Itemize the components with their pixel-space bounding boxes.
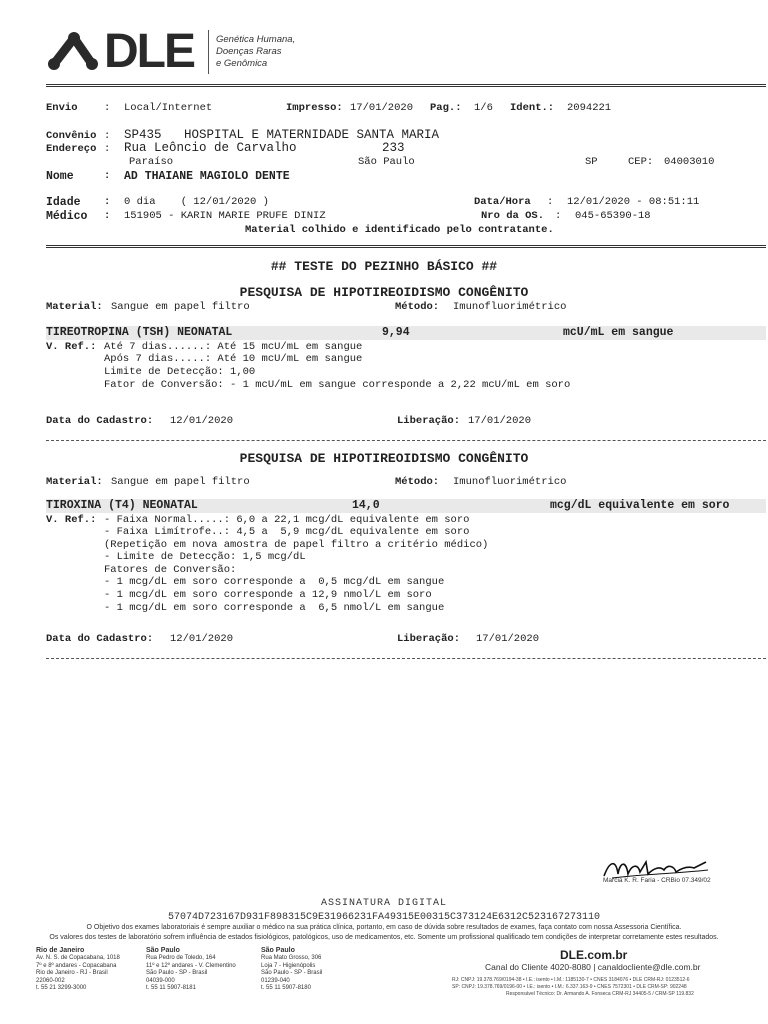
disclaimer-line: O Objetivo dos exames laboratoriais é sempre auxiliar o médico na sua prática clínica, portanto, em caso de dúvida sobre resultados de exames, faça contato com nossa Assessoria Científica. <box>86 924 682 931</box>
colon: : <box>104 130 111 142</box>
ident-value: 2094221 <box>567 102 612 114</box>
pag-label: Pag.: <box>430 102 462 114</box>
ident-label: Ident.: <box>510 102 555 114</box>
ref-line: Até 7 dias......: Até 15 mcU/mL em sangue <box>104 341 363 353</box>
site-name: DLE.com.br <box>560 948 628 962</box>
registration-line: SP: CNPJ: 19.378.769/0196-00 • I.E.: isento • I.M.: 6.337.163-9 • CNES 7572301 • DLE CRM-SP: 902248 <box>452 984 687 990</box>
metodo-value: Imunofluorimétrico <box>453 476 567 488</box>
unit-line: Rua Mato Grosso, 306 <box>261 955 322 961</box>
result-value: 9,94 <box>382 326 410 339</box>
colon: : <box>547 196 554 208</box>
signer-name: Marcia K. R. Faria - CRBio 07.349/02 <box>603 877 711 884</box>
result-unit: mcg/dL equivalente em soro <box>550 499 730 512</box>
cidade: São Paulo <box>358 156 415 168</box>
technical-responsible: Responsável Técnico: Dr. Armando A. Fonseca CRM-RJ 34405-5 / CRM-SP 119.832 <box>506 991 694 997</box>
metodo-label: Método: <box>395 301 440 313</box>
unit-line: 01239-040 <box>261 977 290 984</box>
unit-line: t. 55 11 5907-8181 <box>146 985 196 991</box>
envio-label: Envio <box>46 102 78 114</box>
vref-label: V. Ref.: <box>46 514 97 526</box>
ref-line: Fator de Conversão: - 1 mcU/mL em sangue corresponde a 2,22 mcU/mL em soro <box>104 379 571 391</box>
unit-city: São Paulo <box>261 947 295 954</box>
material-value: Sangue em papel filtro <box>111 301 250 313</box>
unit-city: São Paulo <box>146 947 180 954</box>
datahora-label: Data/Hora <box>474 196 531 208</box>
ref-line: - 1 mcg/dL em soro corresponde a 0,5 mcg/dL em sangue <box>104 576 445 588</box>
cep-label: CEP: <box>628 156 654 168</box>
impresso-label: Impresso: <box>286 102 343 114</box>
material-note: Material colhido e identificado pelo contratante. <box>245 224 554 236</box>
unit-city: Rio de Janeiro <box>36 947 85 954</box>
liberacao-value: 17/01/2020 <box>476 633 540 645</box>
ref-line: Limite de Detecção: 1,00 <box>104 366 256 378</box>
analyte-name: TIROXINA (T4) NEONATAL <box>46 499 198 512</box>
endereco-label: Endereço <box>46 143 97 155</box>
bairro: Paraíso <box>129 156 174 168</box>
patient-name: AD THAIANE MAGIOLO DENTE <box>124 170 290 183</box>
tagline-line: e Genômica <box>216 58 268 69</box>
result-value: 14,0 <box>352 499 380 512</box>
ref-line: - Faixa Normal.....: 6,0 a 22,1 mcg/dL equivalente em soro <box>104 514 470 526</box>
section-divider <box>46 658 766 659</box>
unit-line: São Paulo - SP - Brasil <box>261 970 323 976</box>
header-divider <box>46 84 766 87</box>
colon: : <box>104 170 111 182</box>
section-title: PESQUISA DE HIPOTIREOIDISMO CONGÊNITO <box>239 451 529 466</box>
endereco-value: Rua Leôncio de Carvalho <box>124 141 297 155</box>
material-label: Material: <box>46 301 103 313</box>
brand-name: DLE <box>104 25 194 78</box>
unit-address <box>146 946 256 993</box>
ref-line: - 1 mcg/dL em soro corresponde a 12,9 nmol/L em soro <box>104 589 432 601</box>
material-label: Material: <box>46 476 103 488</box>
pag-value: 1/6 <box>474 102 493 114</box>
logo-divider <box>208 30 209 74</box>
impresso-value: 17/01/2020 <box>350 102 414 114</box>
section-divider <box>46 440 766 441</box>
colon: : <box>104 210 111 222</box>
material-value: Sangue em papel filtro <box>111 476 250 488</box>
unit-line: Rio de Janeiro - RJ - Brasil <box>36 970 108 976</box>
unit-line: Rua Pedro de Toledo, 164 <box>146 955 216 961</box>
cadastro-label: Data do Cadastro: <box>46 633 154 645</box>
unit-line: 11º e 12º andares - V. Clementino <box>146 962 236 969</box>
ref-line: - 1 mcg/dL em soro corresponde a 6,5 nmol/L em sangue <box>104 602 445 614</box>
medico-label: Médico <box>46 210 88 223</box>
ref-line: Fatores de Conversão: <box>104 564 237 576</box>
dle-logo <box>46 26 206 76</box>
result-unit: mcU/mL em sangue <box>563 326 674 339</box>
uf: SP <box>585 156 598 168</box>
ref-line: - Limite de Detecção: 1,5 mcg/dL <box>104 551 306 563</box>
info-divider <box>46 245 766 248</box>
unit-line: São Paulo - SP - Brasil <box>146 970 208 976</box>
metodo-value: Imunofluorimétrico <box>453 301 567 313</box>
colon: : <box>104 143 111 155</box>
envio-value: Local/Internet <box>124 102 213 114</box>
section-title: PESQUISA DE HIPOTIREOIDISMO CONGÊNITO <box>239 285 529 300</box>
liberacao-value: 17/01/2020 <box>468 415 532 427</box>
unit-address <box>261 946 371 993</box>
idade-label: Idade <box>46 196 81 209</box>
unit-address <box>36 946 141 993</box>
ref-line: - Faixa Limítrofe..: 4,5 a 5,9 mcg/dL equivalente em soro <box>104 526 470 538</box>
colon: : <box>104 102 111 114</box>
signature-hash: 57074D723167D931F898315C9E31966231FA49315E00315C373124E6312C523167273110 <box>167 912 601 923</box>
ref-line: Após 7 dias.....: Até 10 mcU/mL em sangue <box>104 353 363 365</box>
colon: : <box>104 196 111 208</box>
unit-line: Loja 7 - Higienópolis <box>261 962 316 969</box>
metodo-label: Método: <box>395 476 440 488</box>
cadastro-label: Data do Cadastro: <box>46 415 154 427</box>
unit-line: t. 55 21 3299-3000 <box>36 985 87 991</box>
ref-line: (Repetição em nova amostra de papel filtro a critério médico) <box>104 539 489 551</box>
signature-label: ASSINATURA DIGITAL <box>320 898 448 909</box>
tagline-line: Genética Humana, <box>216 34 296 45</box>
disclaimer-line: Os valores dos testes de laboratório sofrem influência de estados fisiológicos, patológicos, uso de medicamentos, etc. Somente um profissional qualificado tem condições de interpretar corretamente estes resultados. <box>49 934 719 941</box>
canal-cliente: Canal do Cliente 4020-8080 | canaldocliente@dle.com.br <box>485 962 701 972</box>
unit-line: 7º e 8º andares - Copacabana <box>36 962 117 969</box>
test-title: ## TESTE DO PEZINHO BÁSICO ## <box>270 259 498 274</box>
convenio-label: Convênio <box>46 130 97 142</box>
liberacao-label: Liberação: <box>397 415 461 427</box>
dle-logo-icon <box>46 28 108 74</box>
analyte-name: TIREOTROPINA (TSH) NEONATAL <box>46 326 233 339</box>
unit-line: 04039-000 <box>146 977 175 984</box>
nome-label: Nome <box>46 170 74 183</box>
unit-line: 22060-002 <box>36 977 65 984</box>
vref-label: V. Ref.: <box>46 341 97 353</box>
datahora-value: 12/01/2020 - 08:51:11 <box>567 196 700 208</box>
nro-os-value: 045-65390-18 <box>575 210 651 222</box>
unit-line: Av. N. S. de Copacabana, 1018 <box>36 955 120 961</box>
unit-line: t. 55 11 5907-8180 <box>261 985 311 991</box>
brand-tagline <box>216 34 295 70</box>
registration-line: RJ: CNPJ: 19.378.769/0194-38 • I.E.: isento • I.M.: 1185130-7 • CNES 3184076 • DLE CRM-RJ: 0123512-6 <box>452 977 690 983</box>
idade-value: 0 dia ( 12/01/2020 ) <box>124 196 269 208</box>
tagline-line: Doenças Raras <box>216 46 282 57</box>
nro-os-label: Nro da OS. <box>481 210 545 222</box>
liberacao-label: Liberação: <box>397 633 461 645</box>
cadastro-value: 12/01/2020 <box>170 415 234 427</box>
endereco-number: 233 <box>382 141 405 155</box>
cadastro-value: 12/01/2020 <box>170 633 234 645</box>
convenio-value: SP435 HOSPITAL E MATERNIDADE SANTA MARIA <box>124 128 440 142</box>
medico-value: 151905 - KARIN MARIE PRUFE DINIZ <box>124 210 326 222</box>
colon: : <box>555 210 562 222</box>
cep-value: 04003010 <box>664 156 715 168</box>
